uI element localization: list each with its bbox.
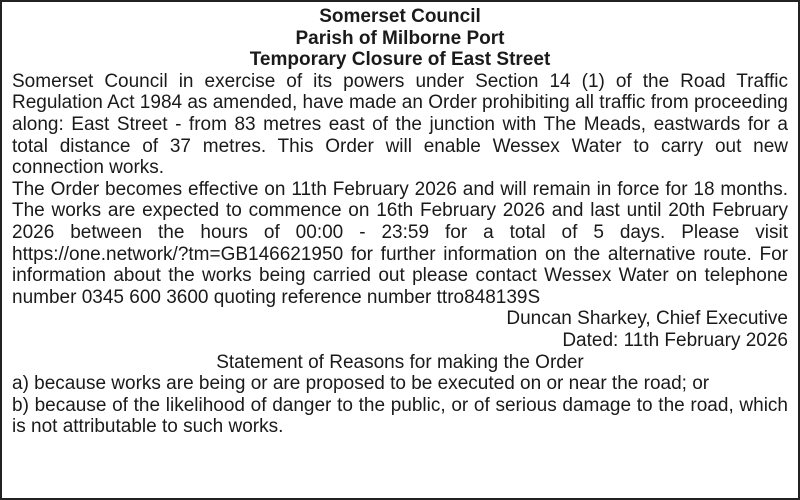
order-effective-paragraph: The Order becomes effective on 11th February 2026 and will remain in force for 18 months. The works are expected to commence on 16th February 2026 and last until 20th February 2026 between the hours of 00:00 - 23:59 for a total of 5 days. Please visit https://one.network/?tm=GB146621950 for further information on the alternative route. For information about the works being carried out please contact Wessex Water on telephone number 0345 600 3600 quoting reference number ttro848139S <box>12 178 788 308</box>
order-description-paragraph: Somerset Council in exercise of its powers under Section 14 (1) of the Road Traffic Regulation Act 1984 as amended, have made an Order prohibiting all traffic from proceeding along: East Street - from 83 metres east of the junction with The Meads, eastwards for a total distance of 37 metres. This Order will enable Wessex Water to carry out new connection works. <box>12 70 788 179</box>
statement-of-reasons-heading: Statement of Reasons for making the Order <box>216 351 584 373</box>
parish-heading: Parish of Milborne Port <box>295 27 505 49</box>
dated-line: Dated: 11th February 2026 <box>562 329 788 351</box>
signatory-line: Duncan Sharkey, Chief Executive <box>506 308 788 330</box>
reason-a: a) because works are being or are proposed to be executed on or near the road; or <box>12 373 710 395</box>
reason-b: b) because of the likelihood of danger to the public, or of serious damage to the road, which is not attributable to such works. <box>12 394 788 438</box>
closure-title-heading: Temporary Closure of East Street <box>249 49 551 71</box>
council-name-heading: Somerset Council <box>319 6 481 27</box>
